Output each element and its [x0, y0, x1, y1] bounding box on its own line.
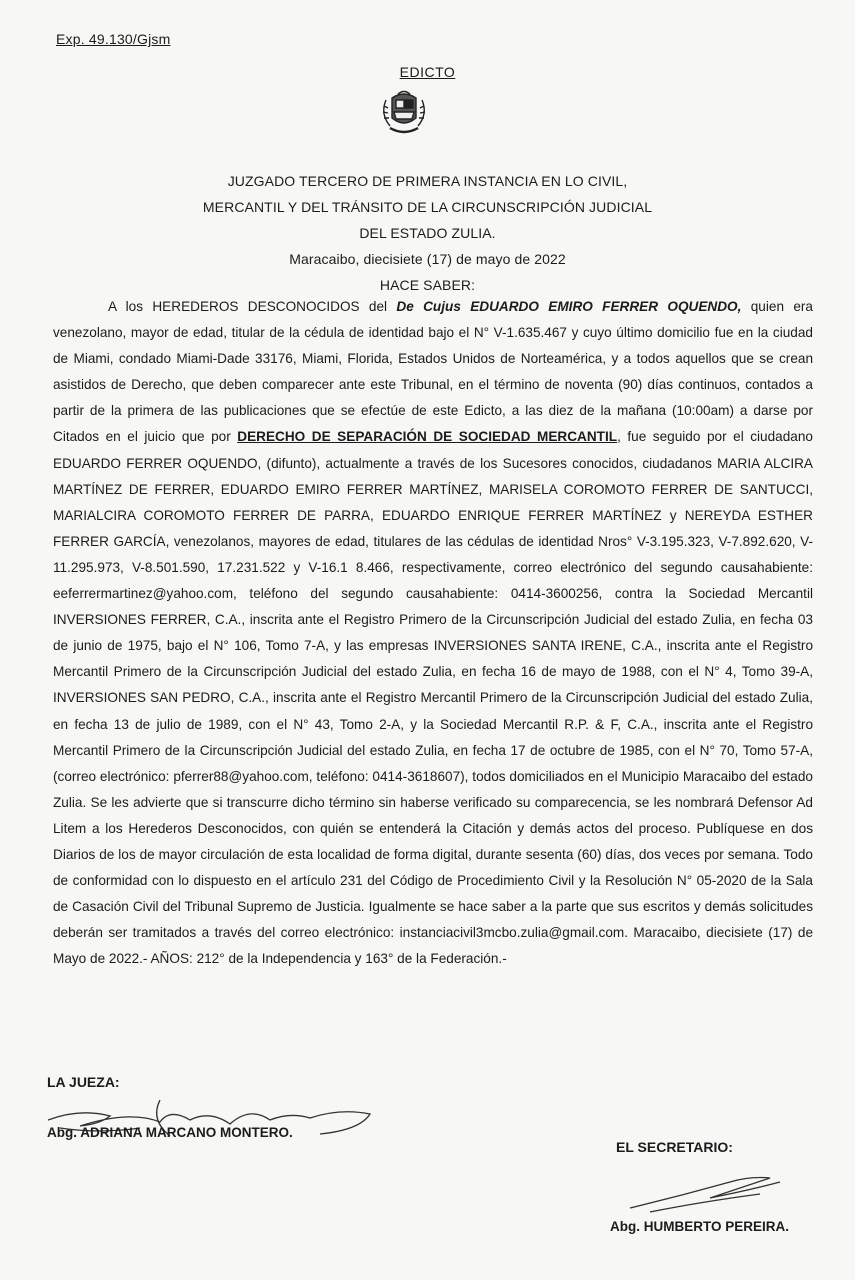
court-heading-line-3: DEL ESTADO ZULIA.: [359, 225, 496, 241]
jueza-label: LA JUEZA:: [47, 1074, 120, 1090]
secretario-label: EL SECRETARIO:: [616, 1139, 733, 1155]
de-cujus-name: De Cujus EDUARDO EMIRO FERRER OQUENDO,: [396, 299, 742, 314]
body-intro: A los HEREDEROS DESCONOCIDOS del: [108, 299, 397, 314]
date-line: Maracaibo, diecisiete (17) de mayo de 2022: [289, 251, 566, 267]
court-heading-line-2: MERCANTIL Y DEL TRÁNSITO DE LA CIRCUNSCRIPCIÓN JUDICIAL: [202, 199, 653, 215]
body-text-1: quien era venezolano, mayor de edad, titular de la cédula de identidad bajo el N° V-1.635.467 y cuyo último domicilio fue en la ciudad de Miami, condado Miami-Dade 33176, Miami, Florida, Estados Unidos de Norteamérica, y a todos aquellos que se crean asistidos de Derecho, que deben comparecer ante este Tribunal, en el término de noventa (90) días continuos, contados a partir de la primera de las publicaciones que se efectúe de este Edicto, a las diez de la mañana (10:00am) a darse por Citados en el juicio que por: [53, 299, 813, 445]
case-number: Exp. 49.130/Gjsm: [56, 31, 171, 47]
court-heading: [0, 168, 855, 298]
edict-paragraph: [53, 294, 813, 972]
edict-body: [53, 294, 813, 972]
document-title: EDICTO: [399, 64, 456, 80]
hace-saber: HACE SABER:: [379, 277, 476, 293]
court-heading-line-1: JUZGADO TERCERO DE PRIMERA INSTANCIA EN LO CIVIL,: [227, 173, 628, 189]
jueza-name: Abg. ADRIANA MARCANO MONTERO.: [47, 1125, 293, 1140]
case-subject: DERECHO DE SEPARACIÓN DE SOCIEDAD MERCANTIL: [237, 429, 618, 445]
secretario-signature-icon: [620, 1168, 790, 1218]
jueza-signature-icon: [40, 1090, 380, 1150]
coat-of-arms-icon: [376, 88, 432, 138]
secretario-name: Abg. HUMBERTO PEREIRA.: [610, 1219, 790, 1234]
body-text-2: , fue seguido por el ciudadano EDUARDO FERRER OQUENDO, (difunto), actualmente a través de los Sucesores conocidos, ciudadanos MARIA ALCIRA MARTÍNEZ DE FERRER, EDUARDO EMIRO FERRER MARTÍNEZ, MARISELA COROMOTO FERRER DE SANTUCCI, MARIALCIRA COROMOTO FERRER DE PARRA, EDUARDO ENRIQUE FERRER MARTÍNEZ y NEREYDA ESTHER FERRER GARCÍA, venezolanos, mayores de edad, titulares de las cédulas de identidad Nros° V-3.195.323, V-7.892.620, V-11.295.973, V-8.501.590, 17.231.522 y V-16.1 8.466, respectivamente, correo electrónico del segundo causahabiente: eeferrermartinez@yahoo.com, teléfono del segundo causahabiente: 0414-3600256, contra la Sociedad Mercantil INVERSIONES FERRER, C.A., inscrita ante el Registro Primero de la Circunscripción Judicial del estado Zulia, en fecha 03 de junio de 1975, bajo el N° 106, Tomo 7-A, y las empresas INVERSIONES SANTA IRENE, C.A., inscrita ante el Registro Mercantil Primero de la Circunscripción Judicial del estado Zulia, en fecha 16 de mayo de 1988, con el N° 4, Tomo 39-A, INVERSIONES SAN PEDRO, C.A., inscrita ante el Registro Mercantil Primero de la Circunscripción Judicial del estado Zulia, en fecha 13 de julio de 1989, con el N° 43, Tomo 2-A, y la Sociedad Mercantil R.P. & F, C.A., inscrita ante el Registro Mercantil Primero de la Circunscripción Judicial del estado Zulia, en fecha 17 de octubre de 1985, con el N° 70, Tomo 57-A, (correo electrónico: pferrer88@yahoo.com, teléfono: 0414-3618607), todos domiciliados en el Municipio Maracaibo del estado Zulia. Se les advierte que si transcurre dicho término sin haberse verificado su comparecencia, se les nombrará Defensor Ad Litem a los Herederos Desconocidos, con quién se entenderá la Citación y demás actos del proceso. Publíquese en dos Diarios de los de mayor circulación de esta localidad de forma digital, durante sesenta (60) días, dos veces por semana. Todo de conformidad con lo dispuesto en el artículo 231 del Código de Procedimiento Civil y la Resolución N° 05-2020 de la Sala de Casación Civil del Tribunal Supremo de Justicia. Igualmente se hace saber a la parte que sus escritos y demás solicitudes deberán ser tramitados a través del correo electrónico: instanciacivil3mcbo.zulia@gmail.com. Maracaibo, diecisiete (17) de Mayo de 2022.- AÑOS: 212° de la Independencia y 163° de la Federación.-: [53, 429, 813, 967]
